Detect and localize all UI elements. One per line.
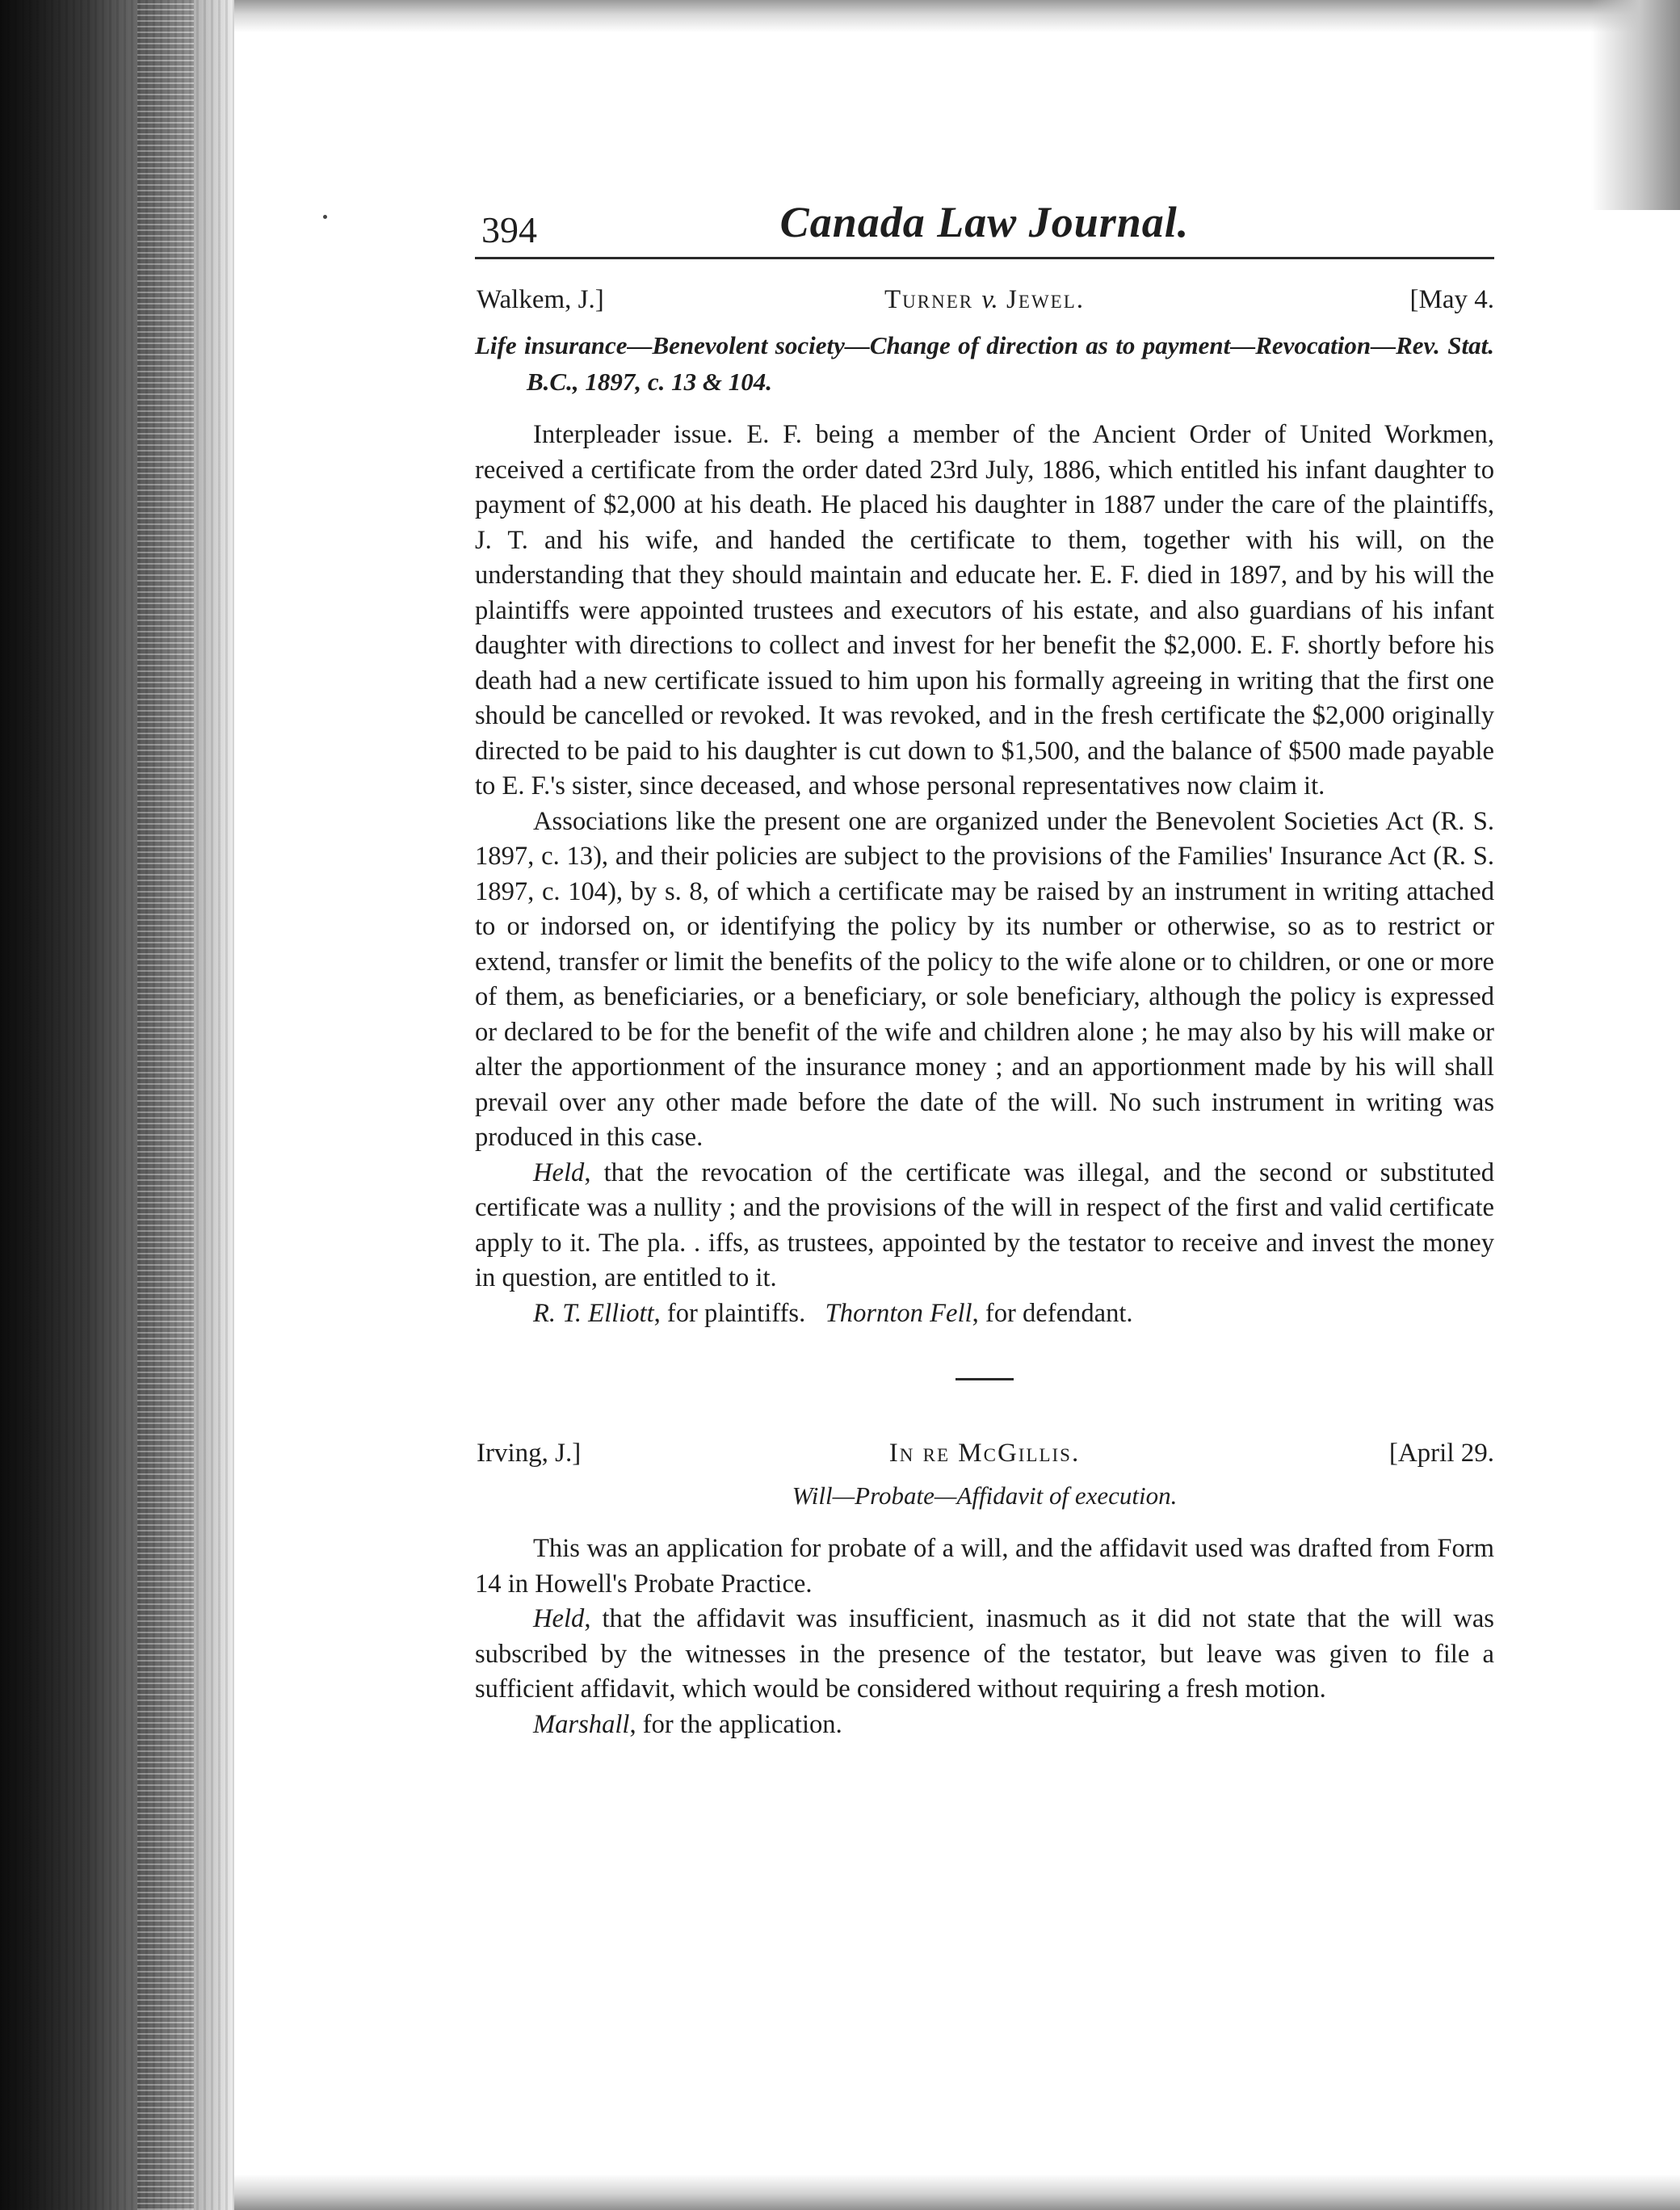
scan-speck	[323, 215, 327, 219]
scan-binding-shadow	[0, 0, 234, 2210]
scan-bottom-edge	[234, 2174, 1680, 2210]
judge-name: Walkem, J.]	[477, 285, 604, 314]
case-body	[475, 418, 1494, 1331]
running-head	[475, 194, 1494, 259]
section-divider	[956, 1378, 1014, 1380]
body-paragraph: Associations like the present one are organized under the Benevolent Societies Act (R. S. 1897, c. 13), and their policies are subject to the provisions of the Families' Insurance Act (R. S. 1897, c. 104), by s. 8, of which a certificate may be raised by an instrument in writing attached to or indorsed on, or identifying the policy by its number or otherwise, so as to restrict or extend, transfer or limit the benefits of the policy to the wife alone or to children, or one or more of them, as beneficiaries, or a beneficiary, or sole beneficiary, although the policy is expressed or declared to be for the benefit of the wife and children alone ; he may also by his will make or alter the apportionment of the insurance money ; and an apportionment made by his will shall prevail over any other made before the date of the will. No such instrument in writing was produced in this case.	[475, 806, 1494, 1152]
counsel-line	[475, 1708, 1494, 1743]
case-catchwords: Will—Probate—Affidavit of execution.	[792, 1481, 1178, 1510]
case-date: [April 29.	[1388, 1439, 1494, 1468]
counsel-role: , for defendant.	[972, 1298, 1133, 1328]
case-heading	[475, 279, 1494, 321]
counsel-role: , for plaintiffs.	[653, 1298, 806, 1328]
case-body	[475, 1531, 1494, 1742]
page-number: 394	[481, 209, 537, 250]
case-name-part: Jewel.	[998, 285, 1085, 314]
counsel-line	[475, 1296, 1494, 1332]
counsel-role: , for the application.	[629, 1709, 842, 1739]
scan-spine-texture	[137, 0, 194, 2210]
counsel-name: Thornton Fell	[825, 1298, 972, 1328]
holding-paragraph	[475, 1156, 1494, 1296]
counsel-name: Marshall	[533, 1709, 630, 1739]
body-paragraph: This was an application for probate of a will, and the affidavit used was drafted from Form 14 in Howell's Probate Practice.	[475, 1534, 1494, 1599]
holding-paragraph	[475, 1602, 1494, 1708]
holding-text: , that the affidavit was insufficient, inasmuch as it did not state that the will was subscribed by the witnesses in the presence of the testator, but leave was given to file a sufficient affidavit, which would be considered without requiring a fresh motion.	[475, 1604, 1494, 1704]
case-date: [May 4.	[1409, 285, 1494, 314]
journal-page	[475, 194, 1494, 1742]
holding-text: , that the revocation of the certificate was illegal, and the second or substituted certificate was a nullity ; and the provisions of the will in respect of the first and valid certificate apply to it. The pla. . iffs, as trustees, appointed by the testator to receive and invest the money in question, are entitled to it.	[475, 1158, 1494, 1292]
case-heading	[475, 1432, 1494, 1474]
journal-title: Canada Law Journal.	[779, 198, 1190, 246]
case-name-part: Turner	[884, 285, 982, 314]
case-catchwords: Life insurance—Benevolent society—Change of direction as to payment—Revocation—Rev. Stat. B.C., 1897, c. 13 & 104.	[475, 331, 1494, 396]
scan-corner-shadow	[1591, 0, 1680, 210]
body-paragraph: Interpleader issue. E. F. being a member of the Ancient Order of United Workmen, received a certificate from the order dated 23rd July, 1886, which entitled his infant daughter to payment of $2,000 at his death. He placed his daughter in 1887 under the care of the plaintiffs, J. T. and his wife, and handed the certificate to them, together with his will, on the understanding that they should maintain and educate her. E. F. died in 1897, and by his will the plaintiffs were appointed trustees and executors of his estate, and also guardians of his infant daughter with directions to collect and invest for her benefit the $2,000. E. F. shortly before his death had a new certificate issued to him upon his formally agreeing in writing that the first one should be cancelled or revoked. It was revoked, and in the fresh certificate the $2,000 originally directed to be paid to his daughter is cut down to $1,500, and the balance of $500 made payable to E. F.'s sister, since deceased, and whose personal representatives now claim it.	[475, 420, 1494, 800]
case-name: In re McGillis.	[888, 1439, 1081, 1468]
judge-name: Irving, J.]	[477, 1439, 582, 1468]
counsel-name: R. T. Elliott	[533, 1298, 654, 1328]
case-name-versus: v.	[981, 285, 998, 314]
held-label: Held	[533, 1604, 585, 1633]
held-label: Held	[533, 1158, 585, 1187]
scan-top-edge	[234, 0, 1680, 32]
case-name	[475, 285, 1494, 315]
